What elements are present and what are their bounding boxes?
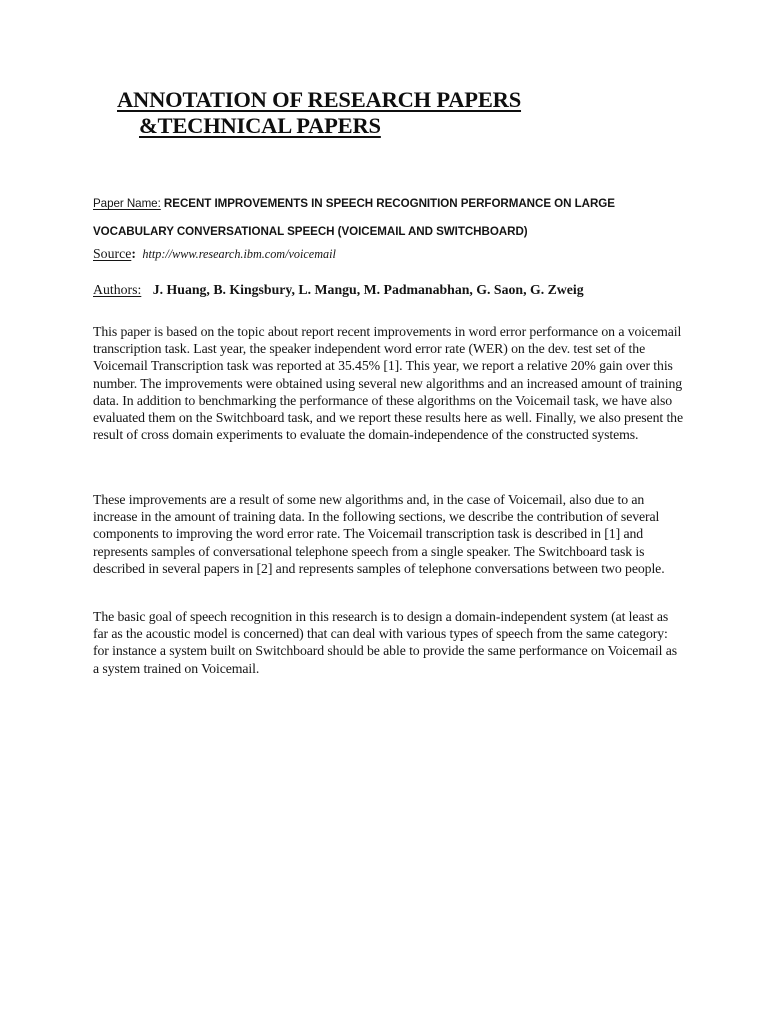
paper-name-value: RECENT IMPROVEMENTS IN SPEECH RECOGNITION PERFORMANCE ON LARGE VOCABULARY CONVERSATIONAL SPEECH (VOICEMAIL AND SWITCHBOARD) — [93, 197, 615, 238]
paragraph-3: The basic goal of speech recognition in this research is to design a domain-independent system (at least as far as the acoustic model is concerned) that can deal with various types of speech from the same category: for instance a system built on Switchboard should be able to provide the same performance on Voicemail as a system trained on Voicemail. — [93, 609, 678, 676]
source-label: Source — [93, 246, 132, 261]
paper-name-label: Paper Name: — [93, 197, 161, 210]
source-row — [93, 245, 336, 263]
authors-row — [93, 281, 584, 299]
document-title — [117, 87, 521, 139]
paper-name-row — [93, 190, 693, 246]
source-link[interactable]: http://www.research.ibm.com/voicemail — [142, 247, 336, 261]
authors-value: J. Huang, B. Kingsbury, L. Mangu, M. Padmanabhan, G. Saon, G. Zweig — [152, 282, 584, 297]
document-title-line-2: &TECHNICAL PAPERS — [139, 113, 381, 138]
authors-label: Authors: — [93, 282, 142, 297]
source-colon: : — [131, 246, 136, 261]
document-title-line-1: ANNOTATION OF RESEARCH PAPERS — [117, 87, 522, 112]
paragraph-2: These improvements are a result of some new algorithms and, in the case of Voicemail, also due to an increase in the amount of training data. In the following sections, we describe the contribution of several components to improving the word error rate. The Voicemail transcription task is described in [1] and represents samples of conversational telephone speech from a single speaker. The Switchboard task is described in several papers in [2] and represents samples of telephone conversations between two people. — [93, 492, 665, 576]
paragraph-1: This paper is based on the topic about report recent improvements in word error performance on a voicemail transcription task. Last year, the speaker independent word error rate (WER) on the dev. test set of the Voicemail Transcription task was reported at 35.45% [1]. This year, we report a relative 20% gain over this number. The improvements were obtained using several new algorithms and an increased amount of training data. In addition to benchmarking the performance of these algorithms on the Voicemail task, we have also evaluated them on the Switchboard task, and we report these results here as well. Finally, we also present the result of cross domain experiments to evaluate the domain-independence of the constructed systems. — [93, 324, 684, 443]
